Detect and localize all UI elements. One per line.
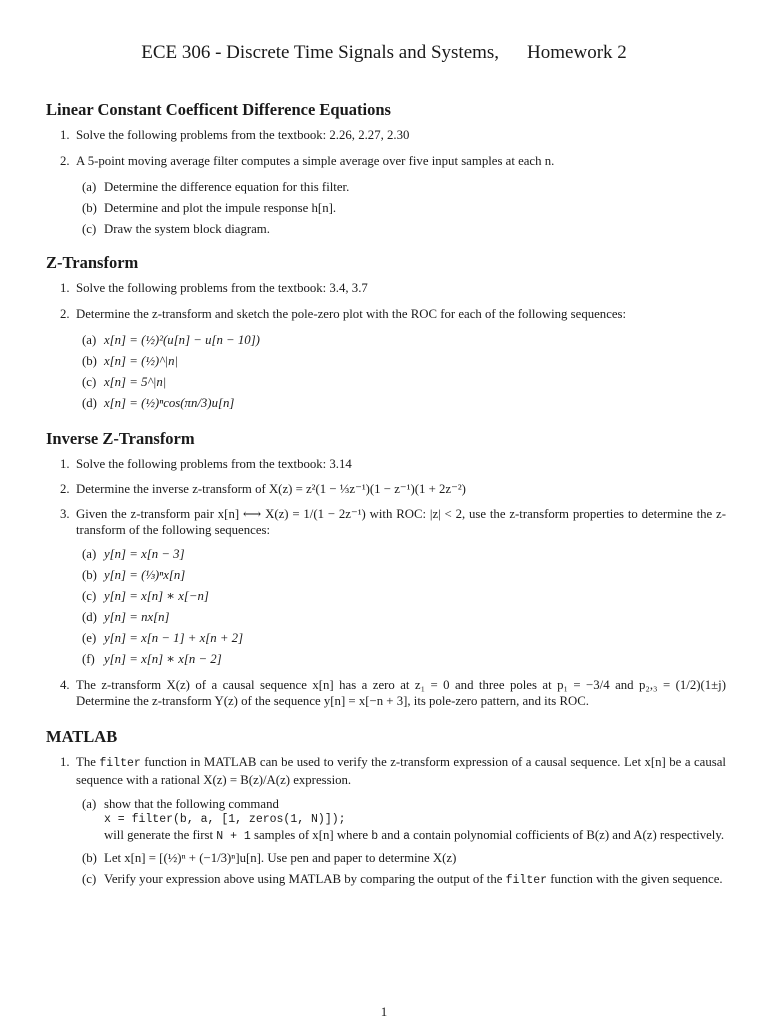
section-inverse-z-transform xyxy=(46,428,726,709)
sub-item: (a) show that the following command xyxy=(82,797,279,811)
sub-item: (c) Draw the system block diagram. xyxy=(82,222,270,236)
code-block: x = filter(b, a, [1, zeros(1, N)]); xyxy=(104,813,346,826)
sub-item: (b) x[n] = (½)^|n| xyxy=(82,354,179,368)
list-item: 2. Determine the z-transform and sketch the pole-zero plot with the ROC for each of the following sequences: xyxy=(60,307,627,321)
sub-item: (b) y[n] = (⅓)ⁿx[n] xyxy=(82,568,186,582)
section-heading: MATLAB xyxy=(46,727,118,746)
section-difference-equations xyxy=(46,99,726,237)
list-item: 4. The z-transform X(z) of a causal sequence x[n] has a zero at z₁ = 0 and three poles at p₁ = −3/4 and p₂,₃ = (1/2)(1±j) Determine the z-transform Y(z) of the sequence y[n] = x[−n + 3], its pole-zero pattern, and its ROC. xyxy=(60,678,726,708)
list-item: 2. Determine the inverse z-transform of X(z) = z²(1 − ⅓z⁻¹)(1 − z⁻¹)(1 + 2z⁻²) xyxy=(60,482,466,496)
list-item: 1. Solve the following problems from the textbook: 3.4, 3.7 xyxy=(60,281,368,295)
section-matlab xyxy=(46,726,726,889)
assignment-title: Homework 2 xyxy=(527,42,627,63)
sub-item: (f) y[n] = x[n] ∗ x[n − 2] xyxy=(82,652,222,666)
sub-item: (d) x[n] = (½)ⁿcos(πn/3)u[n] xyxy=(82,396,235,410)
code-inline: filter xyxy=(99,757,141,770)
sub-item: (c) y[n] = x[n] ∗ x[−n] xyxy=(82,589,209,603)
section-heading: Linear Constant Coefficent Difference Equations xyxy=(46,100,391,119)
document-title xyxy=(0,42,768,64)
sub-item: (b) Let x[n] = [(½)ⁿ + (−1/3)ⁿ]u[n]. Use pen and paper to determine X(z) xyxy=(82,851,457,865)
page-number: 1 xyxy=(380,1004,388,1019)
sub-item: (a) Determine the difference equation for this filter. xyxy=(82,180,350,194)
sub-item: (e) y[n] = x[n − 1] + x[n + 2] xyxy=(82,631,244,645)
section-heading: Inverse Z-Transform xyxy=(46,429,195,448)
list-item: 3. Given the z-transform pair x[n] ⟷ X(z) = 1/(1 − 2z⁻¹) with ROC: |z| < 2, use the z-transform properties to determine the z-transform of the following sequences: xyxy=(60,507,726,537)
list-item: 1. Solve the following problems from the textbook: 3.14 xyxy=(60,457,352,471)
sub-item: (d) y[n] = nx[n] xyxy=(82,610,170,624)
sub-item: (b) Determine and plot the impule response h[n]. xyxy=(82,201,337,215)
sub-item-continued: will generate the first N + 1 samples of x[n] where b and a contain polynomial cofficients of B(z) and A(z) respectively. xyxy=(104,828,725,843)
course-title: ECE 306 - Discrete Time Signals and Systems, xyxy=(141,42,500,63)
sub-item: (a) y[n] = x[n − 3] xyxy=(82,547,185,561)
section-z-transform xyxy=(46,252,726,411)
list-item: 2. A 5-point moving average filter computes a simple average over five input samples at each n. xyxy=(60,154,555,168)
list-item: 1. The filter function in MATLAB can be used to verify the z-transform expression of a causal sequence. Let x[n] be a causal sequence with a rational X(z) = B(z)/A(z) expression. xyxy=(60,755,726,787)
list-item: 1. Solve the following problems from the textbook: 2.26, 2.27, 2.30 xyxy=(60,128,410,142)
sub-item: (c) x[n] = 5^|n| xyxy=(82,375,167,389)
section-heading: Z-Transform xyxy=(46,253,139,272)
sub-item: (c) Verify your expression above using MATLAB by comparing the output of the filter function with the given sequence. xyxy=(82,872,723,887)
sub-item: (a) x[n] = (½)²(u[n] − u[n − 10]) xyxy=(82,333,260,347)
